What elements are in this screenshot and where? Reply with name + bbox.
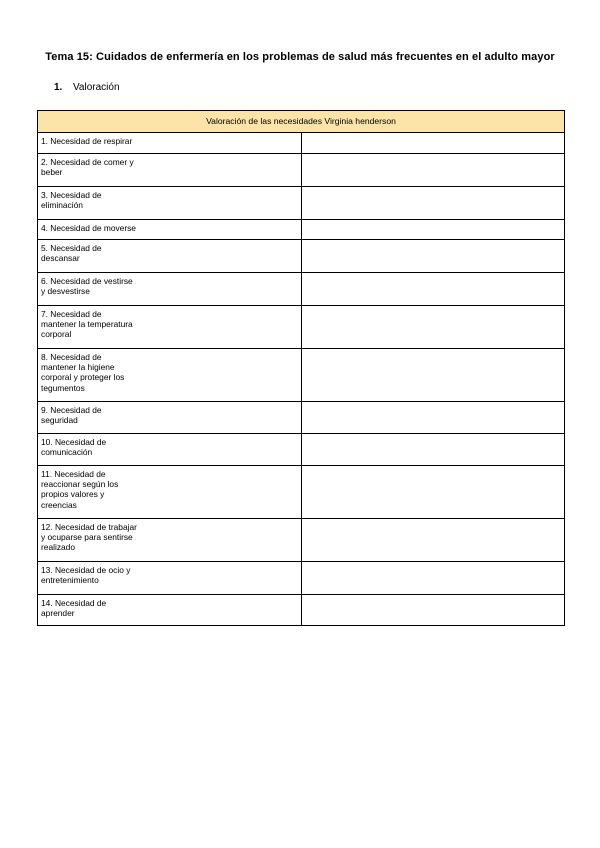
table-header: Valoración de las necesidades Virginia henderson bbox=[38, 111, 565, 133]
need-label-line: seguridad bbox=[41, 415, 78, 426]
assessment-cell[interactable] bbox=[301, 595, 565, 626]
need-label-line: 8. Necesidad de bbox=[41, 352, 102, 362]
section-heading bbox=[54, 82, 120, 93]
need-label-cell bbox=[38, 133, 302, 154]
table-row bbox=[38, 240, 565, 273]
section-number: 1. bbox=[54, 82, 63, 93]
table-row bbox=[38, 402, 565, 434]
need-label-line: 1. Necesidad de respirar bbox=[41, 136, 133, 146]
need-label-line: mantener la temperatura bbox=[41, 319, 133, 330]
need-label-cell bbox=[38, 306, 302, 349]
assessment-cell[interactable] bbox=[301, 187, 565, 220]
table-header-row bbox=[38, 111, 565, 133]
assessment-cell[interactable] bbox=[301, 434, 565, 466]
need-label-cell bbox=[38, 519, 302, 562]
table-row bbox=[38, 220, 565, 240]
assessment-cell[interactable] bbox=[301, 349, 565, 402]
need-label-line: 7. Necesidad de bbox=[41, 309, 102, 319]
assessment-cell[interactable] bbox=[301, 273, 565, 306]
assessment-cell[interactable] bbox=[301, 519, 565, 562]
need-label-line: 3. Necesidad de bbox=[41, 190, 102, 200]
table-body bbox=[38, 133, 565, 626]
assessment-cell[interactable] bbox=[301, 306, 565, 349]
need-label-line: 5. Necesidad de bbox=[41, 243, 102, 253]
table-row bbox=[38, 595, 565, 626]
assessment-cell[interactable] bbox=[301, 154, 565, 187]
need-label-line: aprender bbox=[41, 608, 75, 619]
table-row bbox=[38, 562, 565, 595]
need-label-line: mantener la higiene bbox=[41, 362, 115, 373]
need-label-line: beber bbox=[41, 167, 63, 178]
henderson-needs-table bbox=[37, 110, 565, 626]
need-label-line: propios valores y bbox=[41, 489, 105, 500]
assessment-cell[interactable] bbox=[301, 402, 565, 434]
need-label-cell bbox=[38, 220, 302, 240]
need-label-line: creencias bbox=[41, 499, 77, 510]
need-label-cell bbox=[38, 595, 302, 626]
table-row bbox=[38, 154, 565, 187]
table-row bbox=[38, 519, 565, 562]
table-row bbox=[38, 466, 565, 519]
need-label-cell bbox=[38, 349, 302, 402]
table-row bbox=[38, 349, 565, 402]
need-label-line: y ocuparse para sentirse bbox=[41, 532, 133, 543]
table-row bbox=[38, 133, 565, 154]
need-label-line: corporal y proteger los bbox=[41, 372, 125, 383]
table-row bbox=[38, 434, 565, 466]
need-label-cell bbox=[38, 273, 302, 306]
table-row bbox=[38, 273, 565, 306]
need-label-line: 13. Necesidad de ocio y bbox=[41, 565, 131, 575]
need-label-cell bbox=[38, 402, 302, 434]
need-label-cell bbox=[38, 187, 302, 220]
assessment-cell[interactable] bbox=[301, 466, 565, 519]
need-label-line: 11. Necesidad de bbox=[41, 469, 106, 479]
need-label-line: comunicación bbox=[41, 447, 93, 458]
table-row bbox=[38, 306, 565, 349]
document-title: Tema 15: Cuidados de enfermería en los problemas de salud más frecuentes en el adulto mayor bbox=[45, 51, 555, 63]
need-label-cell bbox=[38, 466, 302, 519]
table-row bbox=[38, 187, 565, 220]
need-label-line: 10. Necesidad de bbox=[41, 437, 107, 447]
need-label-line: y desvestirse bbox=[41, 286, 90, 297]
need-label-cell bbox=[38, 562, 302, 595]
assessment-cell[interactable] bbox=[301, 133, 565, 154]
need-label-line: entretenimiento bbox=[41, 575, 99, 586]
need-label-line: descansar bbox=[41, 253, 80, 264]
need-label-line: eliminación bbox=[41, 200, 83, 211]
need-label-line: 14. Necesidad de bbox=[41, 598, 107, 608]
assessment-cell[interactable] bbox=[301, 220, 565, 240]
need-label-line: 9. Necesidad de bbox=[41, 405, 102, 415]
need-label-cell bbox=[38, 434, 302, 466]
need-label-line: reaccionar según los bbox=[41, 479, 119, 490]
need-label-line: realizado bbox=[41, 542, 75, 553]
need-label-line: 2. Necesidad de comer y bbox=[41, 157, 134, 167]
need-label-line: 4. Necesidad de moverse bbox=[41, 223, 136, 233]
need-label-cell bbox=[38, 154, 302, 187]
assessment-cell[interactable] bbox=[301, 240, 565, 273]
assessment-cell[interactable] bbox=[301, 562, 565, 595]
need-label-line: tegumentos bbox=[41, 382, 85, 393]
section-label: Valoración bbox=[73, 82, 120, 93]
need-label-line: 6. Necesidad de vestirse bbox=[41, 276, 133, 286]
need-label-cell bbox=[38, 240, 302, 273]
need-label-line: corporal bbox=[41, 329, 72, 340]
need-label-line: 12. Necesidad de trabajar bbox=[41, 522, 137, 532]
